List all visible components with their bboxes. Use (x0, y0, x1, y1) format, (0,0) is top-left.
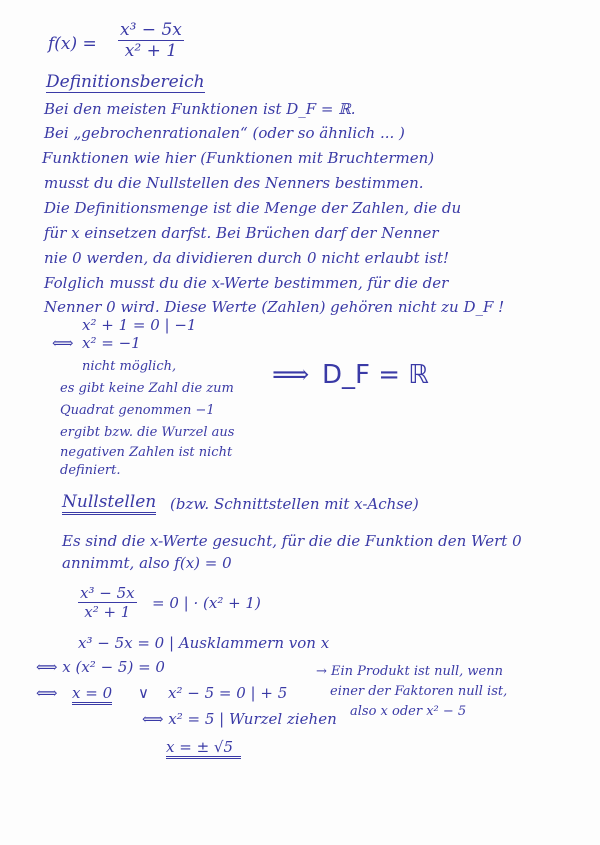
definition-line-7: nie 0 werden, da dividieren durch 0 nicht erlaubt ist! (44, 249, 449, 267)
zeros-intro-2: annimmt, also f(x) = 0 (62, 554, 232, 572)
definition-line-6: für x einsetzen darfst. Bei Brüchen darf der Nenner (44, 224, 439, 242)
equivalence-icon-2: ⟺ (36, 684, 58, 702)
definition-note-2: es gibt keine Zahl die zum (60, 381, 234, 396)
zeros-step-3: ⟺ x (x² − 5) = 0 (36, 658, 165, 676)
definition-result: D_F = ℝ (322, 360, 429, 390)
side-note-1: → Ein Produkt ist null, wenn (316, 664, 503, 679)
definition-note-6: definiert. (60, 463, 121, 478)
definition-note-1: nicht möglich, (82, 359, 177, 374)
zeros-step-4b: x² − 5 = 0 | + 5 (168, 684, 288, 702)
definition-line-4: musst du die Nullstellen des Nenners bestimmen. (44, 174, 424, 192)
definition-line-3: Funktionen wie hier (Funktionen mit Bruchtermen) (42, 149, 435, 167)
side-note-2: einer der Faktoren null ist, (330, 684, 508, 699)
zeros-fraction-denominator: x² + 1 (84, 603, 131, 621)
definition-line-5: Die Definitionsmenge ist die Menge der Zahlen, die du (44, 199, 462, 217)
definition-heading: Definitionsbereich (46, 72, 205, 92)
definition-note-5: negativen Zahlen ist nicht (60, 445, 233, 460)
definition-equation-2: x² = −1 (82, 334, 141, 352)
definition-note-3: Quadrat genommen −1 (60, 403, 215, 418)
definition-equation-1: x² + 1 = 0 | −1 (82, 316, 197, 334)
zeros-fraction-rhs: = 0 | · (x² + 1) (152, 594, 261, 612)
zeros-intro-1: Es sind die x-Werte gesucht, für die die Funktion den Wert 0 (62, 532, 522, 550)
zeros-fraction-numerator: x³ − 5x (80, 584, 135, 602)
zeros-solution-x0: x = 0 (72, 684, 112, 705)
function-fraction (118, 20, 184, 61)
definition-line-1: Bei den meisten Funktionen ist D_F = ℝ. (44, 100, 356, 118)
zeros-step-5: ⟺ x² = 5 | Wurzel ziehen (142, 710, 337, 728)
definition-note-4: ergibt bzw. die Wurzel aus (60, 425, 235, 440)
or-symbol: ∨ (138, 684, 149, 702)
zeros-heading: Nullstellen (62, 492, 156, 515)
side-note-3: also x oder x² − 5 (350, 704, 467, 719)
function-denominator: x² + 1 (124, 41, 178, 61)
equivalence-icon: ⟺ (52, 334, 74, 352)
definition-line-8: Folglich musst du die x-Werte bestimmen, für die der (44, 274, 449, 292)
definition-line-2: Bei „gebrochenrationalen“ (oder so ähnlich ... ) (44, 124, 405, 142)
zeros-heading-suffix: (bzw. Schnittstellen mit x-Achse) (170, 495, 419, 513)
zeros-fraction (78, 584, 137, 621)
implies-arrow-icon: ⟹ (272, 360, 310, 390)
zeros-step-6: x = ± √5 (166, 738, 241, 759)
function-numerator: x³ − 5x (120, 20, 182, 40)
function-lhs: f(x) = (48, 34, 97, 54)
zeros-step-2: x³ − 5x = 0 | Ausklammern von x (78, 634, 330, 652)
definition-line-9: Nenner 0 wird. Diese Werte (Zahlen) gehören nicht zu D_F ! (44, 298, 505, 316)
